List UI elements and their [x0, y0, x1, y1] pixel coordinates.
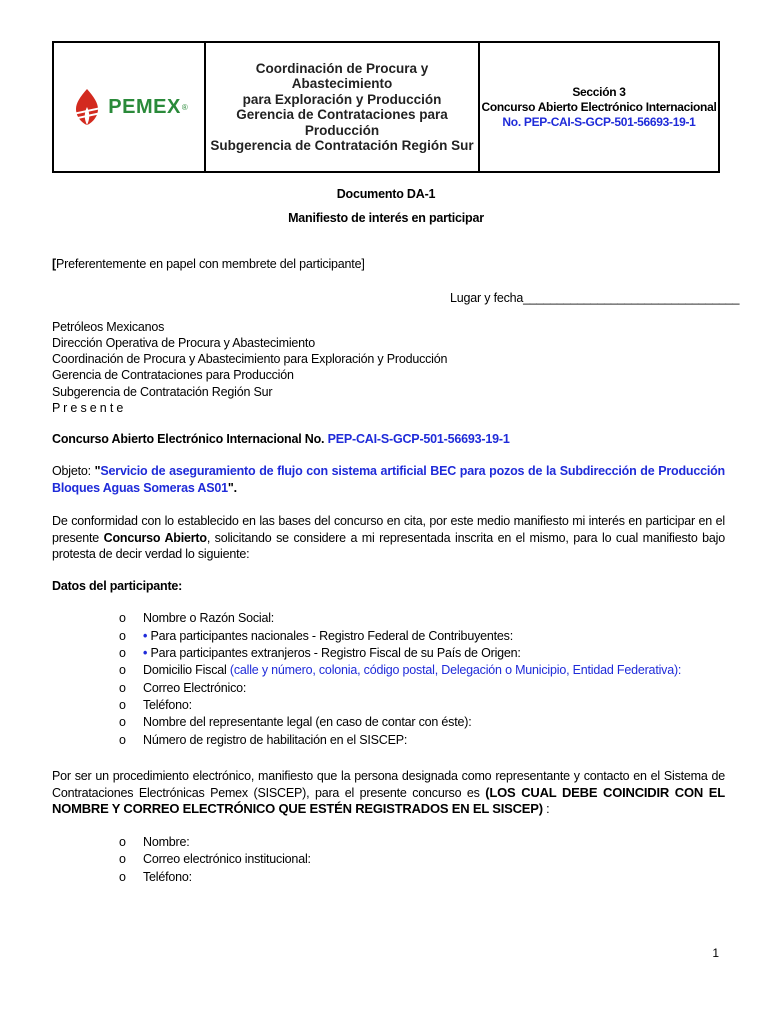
- participant-item: [119, 628, 513, 644]
- header-line-1: Coordinación de Procura y Abastecimiento: [255, 60, 429, 91]
- address-hint: (calle y número, colonia, código postal, Delegación o Municipio, Entidad Federativa):: [229, 663, 682, 677]
- participant-item: [119, 662, 681, 678]
- contest-type: Concurso Abierto Electrónico Internacional: [481, 99, 717, 114]
- participant-item: [119, 645, 521, 661]
- logo-cell: [54, 43, 206, 171]
- object-quote-open: ": [94, 464, 101, 478]
- page-number: 1: [712, 946, 719, 960]
- header-line-4: Producción: [304, 122, 380, 138]
- place-date-line: Lugar y fecha________________________________: [450, 291, 740, 305]
- participant-item-text: Para participantes extranjeros - Registro Fiscal de su País de Origen:: [150, 646, 521, 660]
- bullet-icon: o: [119, 663, 126, 677]
- participant-item-text: Domicilio Fiscal: [143, 663, 230, 677]
- addressee-line-5: Subgerencia de Contratación Región Sur: [52, 385, 273, 399]
- bullet-icon: o: [119, 611, 126, 625]
- asterisk-bullet-icon: •: [143, 629, 148, 643]
- letterhead-text: Preferentemente en papel con membrete del participante]: [55, 257, 365, 271]
- bullet-icon: o: [119, 870, 126, 884]
- section-label: Sección 3: [572, 84, 626, 99]
- bullet-icon: o: [119, 733, 126, 747]
- bullet-icon: o: [119, 835, 126, 849]
- header-right-cell: [480, 43, 718, 171]
- addressee-presente: P r e s e n t e: [52, 401, 124, 415]
- participant-item: [119, 697, 192, 713]
- letterhead-bracket: [: [52, 257, 56, 271]
- header-line-2: para Exploración y Producción: [242, 91, 442, 107]
- bullet-icon: o: [119, 715, 126, 729]
- object-paragraph: [52, 463, 725, 496]
- object-label: Objeto:: [52, 464, 95, 478]
- participant-item-text: Correo Electrónico:: [143, 681, 247, 695]
- header-line-5: Subgerencia de Contratación Región Sur: [210, 138, 474, 153]
- contact-item: [119, 869, 192, 885]
- contact-item: [119, 851, 311, 867]
- participant-item: [119, 732, 407, 748]
- header-contest-number: No. PEP-CAI-S-GCP-501-56693-19-1: [502, 114, 696, 129]
- document-title: Documento DA-1: [336, 187, 436, 201]
- bullet-icon: o: [119, 681, 126, 695]
- participant-item: [119, 680, 246, 696]
- letterhead-note: [52, 256, 365, 272]
- bullet-icon: o: [119, 629, 126, 643]
- bullet-icon: o: [119, 852, 126, 866]
- logo-registered-mark: ®: [181, 102, 188, 112]
- contest-line: [52, 431, 510, 447]
- participant-item-text: Nombre o Razón Social:: [143, 611, 275, 625]
- interest-paragraph: [52, 513, 725, 563]
- contact-item-text: Correo electrónico institucional:: [143, 852, 311, 866]
- object-text: Servicio de aseguramiento de flujo con sistema artificial BEC para pozos de la Subdirección de Producción Bloques Aguas Someras AS01: [52, 464, 725, 495]
- participant-item-text: Nombre del representante legal (en caso de contar con éste):: [143, 715, 472, 729]
- pemex-eagle-icon: [70, 87, 104, 127]
- contact-paragraph: [52, 768, 725, 818]
- logo-wordmark: PEMEX: [108, 95, 181, 118]
- contact-item: [119, 834, 190, 850]
- interest-bold: Concurso Abierto: [103, 530, 207, 545]
- participant-item-text: Número de registro de habilitación en el SISCEP:: [143, 733, 408, 747]
- addressee-line-3: Coordinación de Procura y Abastecimiento para Exploración y Producción: [52, 352, 448, 366]
- addressee-line-2: Dirección Operativa de Procura y Abastecimiento: [52, 336, 315, 350]
- bullet-icon: o: [119, 646, 126, 660]
- asterisk-bullet-icon: •: [143, 646, 148, 660]
- document-subtitle: Manifiesto de interés en participar: [288, 211, 484, 225]
- contact-bold: (LOS CUAL DEBE COINCIDIR CON EL NOMBRE Y CORREO ELECTRÓNICO QUE ESTÉN REGISTRADOS EN EL SISCEP): [52, 784, 725, 816]
- participant-item-text: Teléfono:: [143, 698, 192, 712]
- participant-heading: Datos del participante:: [52, 579, 183, 593]
- participant-item: [119, 714, 471, 730]
- header-center-cell: [206, 43, 480, 171]
- addressee-line-1: Petróleos Mexicanos: [52, 320, 165, 334]
- interest-text-b: , solicitando se considere a mi representada inscrita en el mismo, para lo cual manifiesto bajo protesta de decir verdad lo siguiente:: [52, 530, 725, 561]
- pemex-logo: [70, 87, 187, 127]
- object-quote-close: ".: [227, 480, 237, 495]
- participant-item-text: Para participantes nacionales - Registro Federal de Contribuyentes:: [150, 629, 513, 643]
- contest-number: PEP-CAI-S-GCP-501-56693-19-1: [327, 432, 510, 446]
- bullet-icon: o: [119, 698, 126, 712]
- contact-text-end: :: [542, 802, 550, 816]
- contact-item-text: Teléfono:: [143, 870, 192, 884]
- participant-item: [119, 610, 274, 626]
- header-line-3: Gerencia de Contrataciones para: [236, 107, 448, 122]
- interest-text-a: De conformidad con lo establecido en las bases del concurso en cita, por este medio manifiesto mi interés en participar en el presente: [52, 514, 725, 545]
- contact-item-text: Nombre:: [143, 835, 190, 849]
- contact-text-a: Por ser un procedimiento electrónico, manifiesto que la persona designada como representante y contacto en el Sistema de Contrataciones Electrónicas Pemex (SISCEP), para el presente concurso es: [52, 769, 725, 800]
- header-table: [52, 41, 720, 173]
- contest-label: Concurso Abierto Electrónico Internacional No.: [52, 432, 328, 446]
- addressee-line-4: Gerencia de Contrataciones para Producción: [52, 368, 294, 382]
